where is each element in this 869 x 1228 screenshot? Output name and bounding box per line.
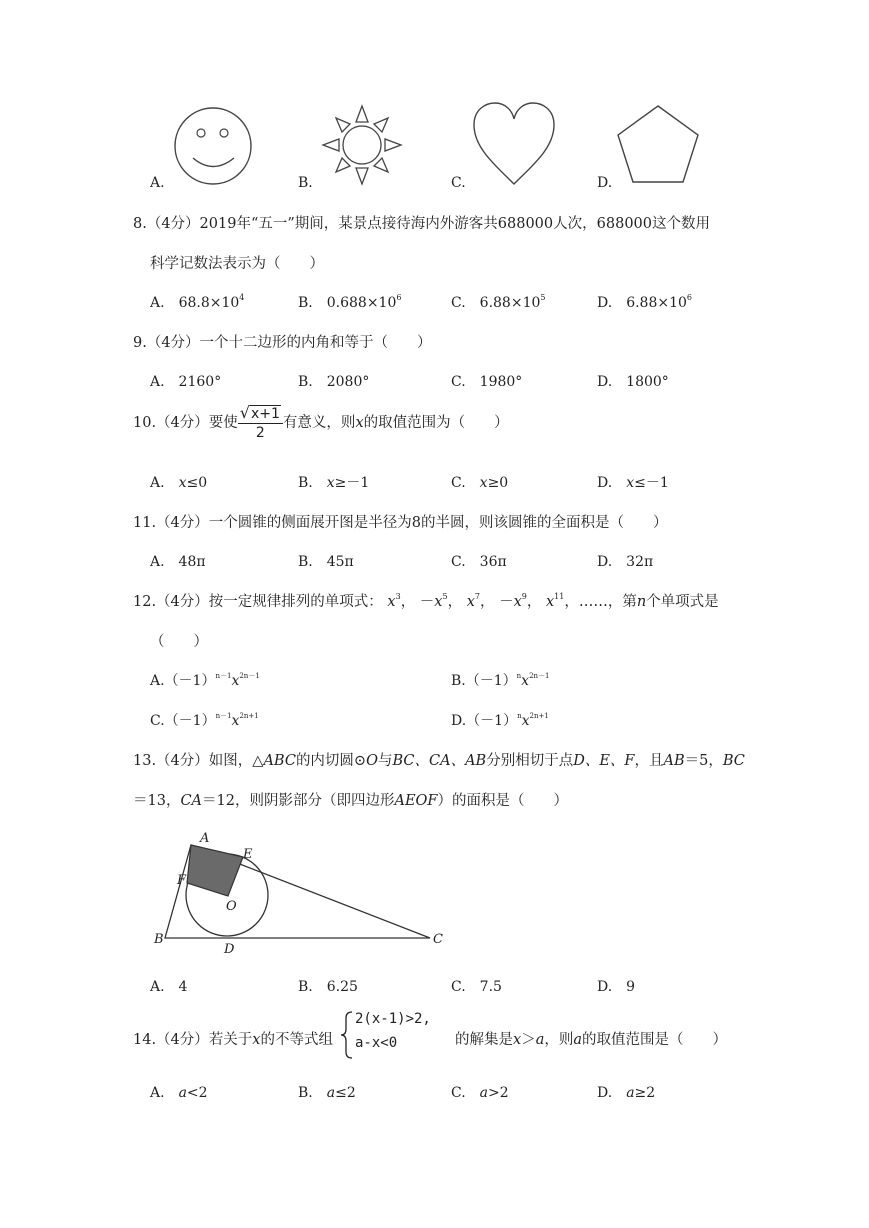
q8-option-d[interactable]: D. $6.88\times 10^6$ [597, 293, 692, 311]
label-a: A [200, 831, 210, 846]
q13-option-b[interactable]: B. 6.25 [298, 979, 358, 995]
q12-term-5: $x^{11}$ [545, 592, 565, 610]
q14-inequality-2: a-x<0 [355, 1035, 398, 1051]
q7-option-d[interactable]: D. [597, 175, 613, 191]
q13-option-c[interactable]: C. 7.5 [451, 979, 502, 995]
q14-option-b[interactable]: B. a≤2 [298, 1085, 356, 1101]
q8-option-a[interactable]: A. $68.8\times 10^4$ [150, 293, 245, 311]
q14-option-c[interactable]: C. a>2 [451, 1085, 509, 1101]
q11-option-c[interactable]: C. 36π [451, 554, 507, 570]
q8-stem-line2: 科学记数法表示为（ ） [150, 256, 324, 272]
q14-stem-suffix: 的解集是x＞a，则a的取值范围是（ ） [455, 1032, 727, 1048]
q9-option-d[interactable]: D. 1800° [597, 374, 669, 390]
q13-triangle-figure [140, 822, 460, 962]
q10-fraction: $\frac{√x+1}{2}$ [238, 404, 283, 442]
label-o: O [226, 899, 237, 914]
q10-option-b[interactable]: B. x≥－1 [298, 475, 370, 491]
label-f: F [177, 873, 187, 888]
brace-icon [340, 1010, 354, 1060]
q14-inequality-1: 2(x-1)>2, [355, 1011, 431, 1027]
q8-option-b[interactable]: B. $0.688\times 10^6$ [298, 293, 402, 311]
q14-option-d[interactable]: D. a≥2 [597, 1085, 656, 1101]
q10-option-a[interactable]: A. x≤0 [150, 475, 208, 491]
q12-option-b[interactable]: $B.(-1)^nx^{2n-1}$ [451, 672, 550, 689]
q9-option-c[interactable]: C. 1980° [451, 374, 523, 390]
heart-figure[interactable] [474, 103, 554, 184]
q13-option-a[interactable]: A. 4 [150, 979, 188, 995]
label-d: D [224, 942, 235, 957]
label-e: E [243, 847, 253, 862]
q10-stem: 10.（4分）要使 $\frac{√x+1}{2}$ 有意义，则x的取值范围为（ ） [133, 403, 509, 441]
q14-stem-prefix: 14.（4分）若关于x的不等式组 [133, 1032, 333, 1048]
q7-option-c[interactable]: C. [451, 175, 466, 191]
label-b: B [154, 932, 164, 947]
q8-option-c[interactable]: C. $6.88\times 10^5$ [451, 293, 546, 311]
q10-option-c[interactable]: C. x≥0 [451, 475, 509, 491]
q7-option-a[interactable]: A. [150, 175, 165, 191]
q10-option-d[interactable]: D. x≤－1 [597, 475, 669, 491]
q11-stem: 11.（4分）一个圆锥的侧面展开图是半径为8的半圆，则该圆锥的全面积是（ ） [133, 515, 668, 531]
pentagon-figure[interactable] [618, 106, 698, 182]
q12-option-c[interactable]: $C.(-1)^{n-1}x^{2n+1}$ [150, 712, 259, 729]
q7-figures [0, 0, 869, 200]
q9-option-b[interactable]: B. 2080° [298, 374, 370, 390]
q14-option-a[interactable]: A. a<2 [150, 1085, 208, 1101]
smiley-face-figure[interactable] [175, 108, 251, 184]
shaded-quadrilateral-aeof [187, 845, 243, 896]
q12-stem: 12.（4分）按一定规律排列的单项式： $x^3$， $-x^5$， $x^7$， $-x^9$， $x^{11}$，……，第n个单项式是 [133, 592, 719, 610]
q7-option-b[interactable]: B. [298, 175, 313, 191]
q11-option-d[interactable]: D. 32π [597, 554, 654, 570]
q9-option-a[interactable]: A. 2160° [150, 374, 222, 390]
q12-option-a[interactable]: $A.(-1)^{n-1}x^{2n-1}$ [150, 672, 260, 689]
q12-term-3: $x^7$ [466, 592, 480, 610]
q12-option-d[interactable]: $D.(-1)^nx^{2n+1}$ [451, 712, 549, 729]
sun-figure[interactable] [323, 106, 401, 184]
q13-stem-line1: 13.（4分）如图，△ABC的内切圆⊙O与BC、CA、AB分别相切于点D、E、F，且AB＝5，BC [133, 753, 745, 769]
q11-option-a[interactable]: A. 48π [150, 554, 206, 570]
q9-stem: 9.（4分）一个十二边形的内角和等于（ ） [133, 335, 432, 351]
q12-blank: （ ） [150, 634, 208, 650]
label-c: C [433, 932, 443, 947]
q11-option-b[interactable]: B. 45π [298, 554, 354, 570]
q13-option-d[interactable]: D. 9 [597, 979, 636, 995]
q12-term-4: $-x^9$ [499, 592, 527, 610]
q13-stem-line2: ＝13，CA＝12，则阴影部分（即四边形AEOF）的面积是（ ） [133, 793, 568, 809]
q12-term-2: $-x^5$ [419, 592, 448, 610]
q12-term-1: $x^3$ [387, 592, 401, 610]
q8-stem-line1: 8.（4分）2019年“五一”期间，某景点接待海内外游客共688000人次，688000这个数用 [133, 216, 710, 232]
